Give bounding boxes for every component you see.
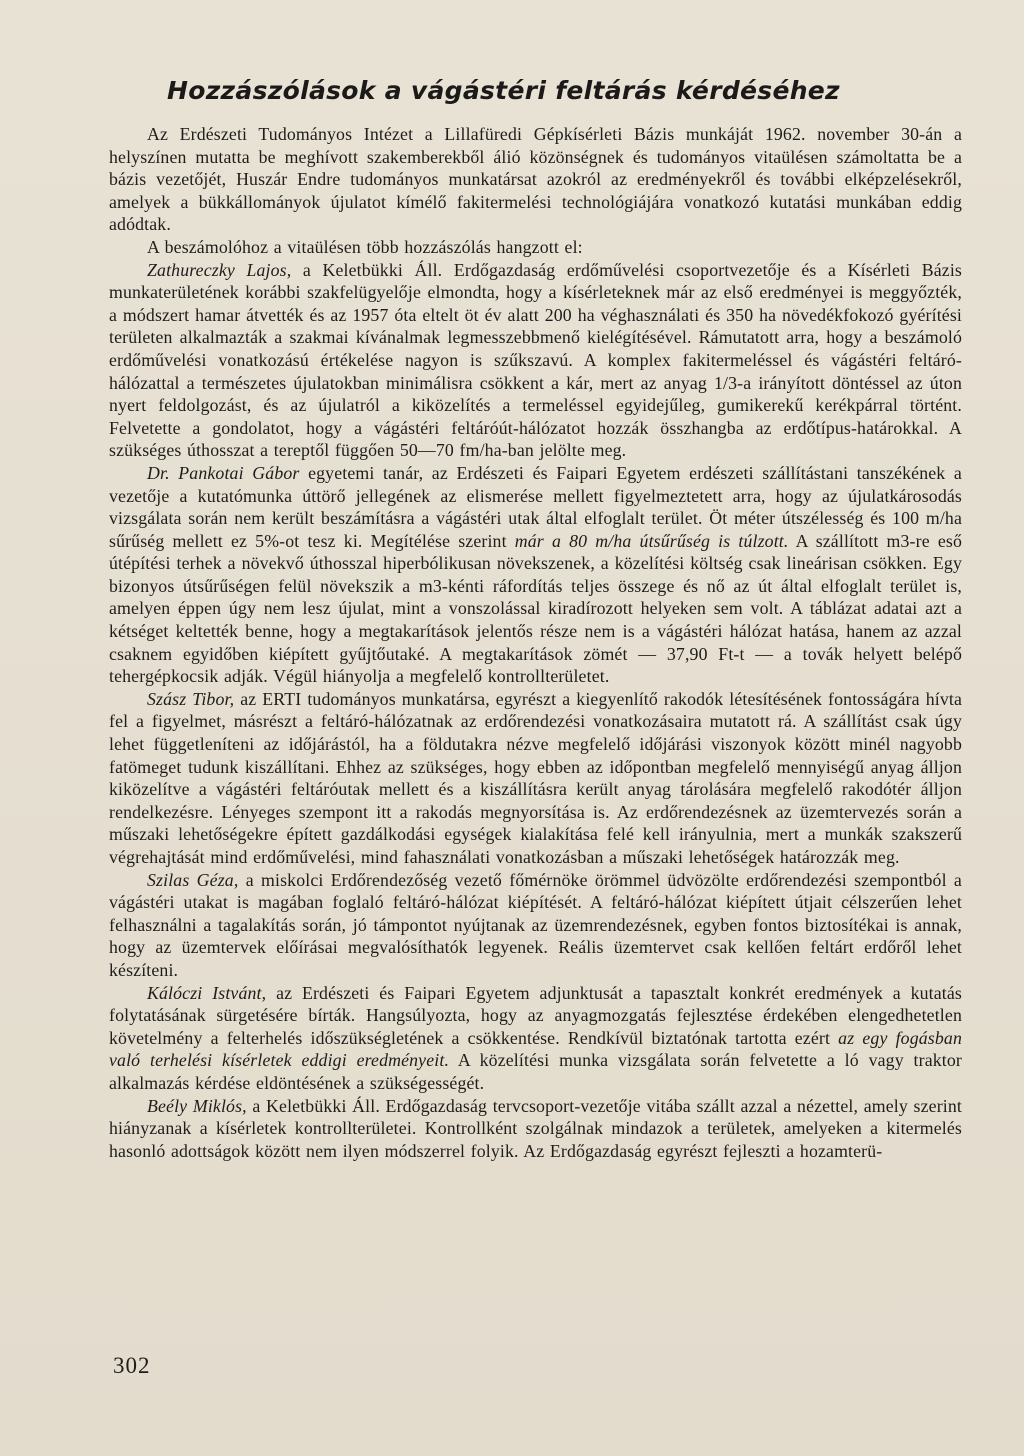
paragraph-kaloczi [109, 982, 962, 1095]
paragraph-text: Az Erdészeti Tudományos Intézet a Lillafüredi Gépkísérleti Bázis munkáját 1962. november 30-án a helyszínen mutatta be meghívott szakemberekből álió közönségnek és tudományos vitaülésen számoltatta be a bázis vezetőjét, Huszár Endre tudományos munkatársat azokról az eredményekről és további elképzelésekről, amelyek a bükkállományok újulatot kímélő fakitermelési technológiájára vonatkozó kutatási munkában eddig adódtak. [109, 124, 962, 235]
page-title: Hozzászólások a vágástéri feltárás kérdéséhez [167, 76, 840, 105]
paragraph-zathureczky [109, 259, 962, 462]
paragraph-text: A szállított m3-re eső útépítési terhek a növekvő úthosszal hiperbólikusan növekszenek, a közelítési költség csak lineárisan csökken. Egy bizonyos útsűrűségen felül növekszik a m3-kénti ráfordítás teljes összege és nő az út által elfoglalt terület is, amelyen éppen úgy nem lesz újulat, mint a vonszolással kiradírozott helyeken sem volt. A táblázat adatai azt a kétséget keltették benne, hogy a megtakarítások jelentős része nem is a vágástéri hálózat hatása, hanem az azzal csaknem egyidőben kiépített gyűjtőutaké. A megtakarítások zömét — 37,90 Ft-t — a továk helyett belépő tehergépkocsik adják. Végül hiányolja a megfelelő kontrollterületet. [109, 530, 962, 687]
paragraph-text: a Keletbükki Áll. Erdőgazdaság erdőművelési csoportvezetője és a Kísérleti Bázis munkaterületének korábbi szakfelügyelője elmondta, hogy a kísérleteknek már az első eredményei is meggyőzték, a módszert hamar átvették és az 1957 óta eltelt öt év alatt 200 ha véghasználati és 350 ha növedékfokozó gyérítési területen alkalmazták a szakmai kívánalmak legmesszebbmenő kielégítésével. Rámutatott arra, hogy a beszámoló erdőművelési vonatkozású értékelése nagyon is szűkszavú. A komplex fakitermeléssel és vágástéri feltáró-hálózattal a természetes újulatokban minimálisra csökkent a kár, mert az anyag 1/3-a irányított döntéssel az úton nyert feldolgozást, és az újulatról a kiközelítés a termeléssel egyidejűleg, gumikerekű kerékpárral történt. Felvetette a gondolatot, hogy a vágástéri feltáróút-hálózatot hozzák összhangba az erdőtípus-határokkal. A szükséges úthosszat a tereptől függően 50—70 fm/ha-ban jelölte meg. [109, 259, 962, 461]
speaker-name: Szász Tibor, [147, 688, 235, 709]
speaker-name: Kálóczi Istvánt, [147, 982, 267, 1003]
speaker-name: Beély Miklós, [147, 1095, 247, 1116]
emphasis-text: az egy fogásban való terhelési kísérletek eddigi eredményeit. [109, 1027, 962, 1071]
paragraph-text: az ERTI tudományos munkatársa, egyrészt a kiegyenlítő rakodók létesítésének fontosságára hívta fel a figyelmet, másrészt a feltáró-hálózatnak az erdőrendezési vonatkozásaira mutatott rá. A szállítást csak úgy lehet függetleníteni az időjárástól, ha a földutakra nézve megfelelő időjárási viszonyok között minél nagyobb fatömeget tudunk kiszállítani. Ehhez az szükséges, hogy ebben az időpontban megfelelő mennyiségű anyag álljon kiközelítve a vágástéri feltáróutak mellett és a kiszállításra került anyag tárolására megfelelő rakodótér álljon rendelkezésre. Lényeges szempont itt a rakodás megnyorsítása is. Az erdőrendezésnek az üzemtervezés során a műszaki lehetőségekre épített gazdálkodási egységek kialakítása felé kell irányulnia, mert a munkák szakszerű végrehajtását mind erdőművelési, mind fahasználati vonatkozásban a műszaki lehetőségek határozzák meg. [109, 688, 962, 867]
speaker-name: Dr. Pankotai Gábor [147, 462, 300, 483]
paragraph-text: egyetemi tanár, az Erdészeti és Faipari Egyetem erdészeti szállítástani tanszékének a vezetője a kutatómunka úttörő jellegének az elismerése mellett figyelmeztetett arra, hogy az újulatkárosodás vizsgálata során nem került beszámításra a vágástéri utak által elfoglalt terület. Öt méter útszélesség és 100 m/ha sűrűség mellett ez 5%-ot tesz ki. Megítélése szerint [109, 462, 962, 551]
paragraph-beely [109, 1095, 962, 1163]
paragraph-text: a Keletbükki Áll. Erdőgazdaság tervcsoport-vezetője vitába szállt azzal a nézettel, amely szerint hiányzanak a kísérletek kontrollterületei. Kontrollként szolgálnak mindazok a területek, amelyeken a kitermelés hasonló adottságok között nem ilyen módszerrel folyik. Az Erdőgazdaság egyrészt fejleszti a hozamterü- [109, 1095, 962, 1161]
emphasis-text: már a 80 m/ha útsűrűség is túlzott. [514, 530, 789, 551]
page-number: 302 [113, 1353, 151, 1378]
paragraph-lead [109, 236, 962, 259]
paragraph-intro [109, 123, 962, 236]
paragraph-text: A közelítési munka vizsgálata során felvetette a ló vagy traktor alkalmazás kérdése eldöntésének a szükségességét. [109, 1050, 962, 1093]
speaker-name: Szilas Géza, [147, 869, 239, 890]
speaker-name: Zathureczky Lajos, [147, 259, 292, 280]
paragraph-szilas [109, 869, 962, 982]
paragraph-szasz [109, 688, 962, 869]
paragraph-pankotai [109, 462, 962, 688]
paragraph-text: A beszámolóhoz a vitaülésen több hozzászólás hangzott el: [147, 236, 583, 257]
paragraph-text: az Erdészeti és Faipari Egyetem adjunktusát a tapasztalt konkrét eredmények a kutatás folytatásának sürgetésére bírták. Hangsúlyozta, hogy az anyagmozgatás fejlesztése érdekében elengedhetetlen követelmény a felterhelés időszükségletének a csökkentése. Rendkívül biztatónak tartotta ezért [109, 982, 962, 1048]
paragraph-text: a miskolci Erdőrendezőség vezető főmérnöke örömmel üdvözölte erdőrendezési szempontból a vágástéri utakat is magában foglaló feltáró-hálózat kiépítését. A feltáró-hálózat kiépített útjait célszerűen lehet felhasználni a tagalakítás során, jó támpontot nyújtanak az üzemrendezésnek, egyben fontos biztosítékai is annak, hogy az üzemtervek előírásai megvalósíthatók legyenek. Reális üzemtervet csak kellően feltárt erdőről lehet készíteni. [109, 869, 962, 980]
